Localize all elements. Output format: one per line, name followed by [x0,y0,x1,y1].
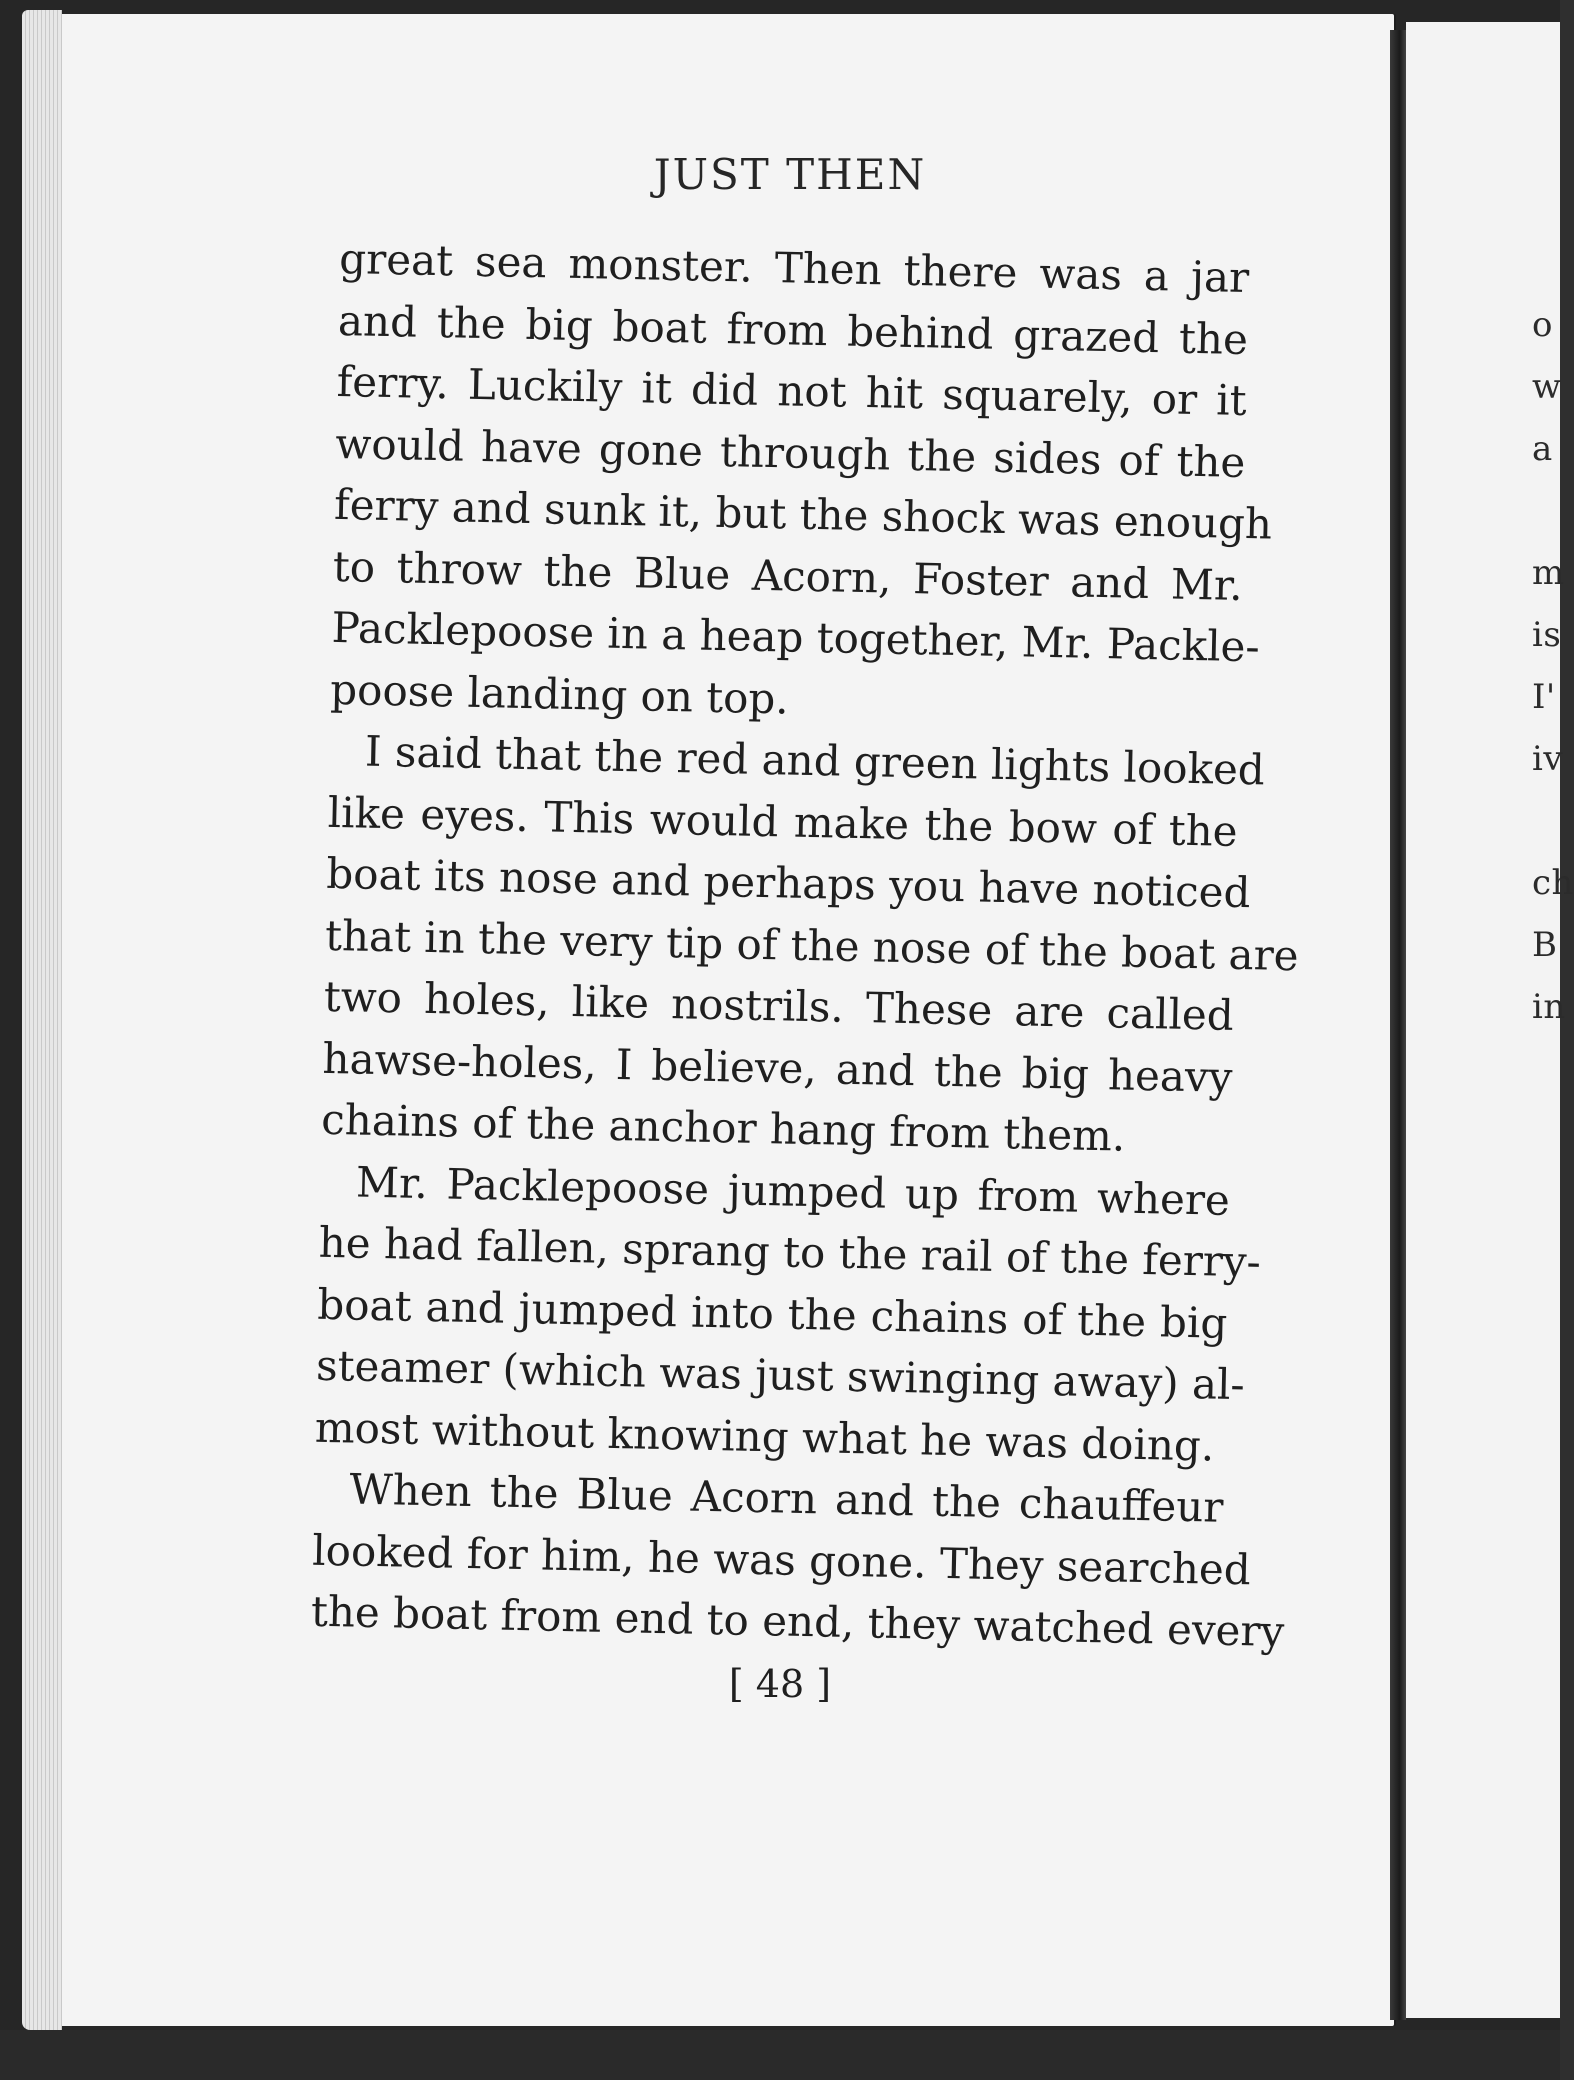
text-line: looked for him, he was gone. They searched [311,1525,1252,1594]
text-line: I said that the red and green lights looked [364,726,1266,795]
text-line: most without knowing what he was doing. [314,1402,1215,1471]
text-line: two holes, like nostrils. These are called [323,971,1235,1040]
right-fragment: ch [1532,863,1574,903]
running-head: JUST THEN [653,150,927,199]
page-number: [ 48 ] [728,1662,832,1706]
text-line: poose landing on top. [329,664,790,723]
right-fragment: m [1532,553,1565,593]
right-fragment: o [1532,305,1553,345]
text-line: chains of the anchor hang from them. [320,1094,1126,1161]
right-fragment: iv [1532,739,1564,779]
right-fragment: I' [1532,677,1556,717]
text-line: Mr. Packlepoose jumped up from where [355,1157,1231,1225]
book-gutter [1390,30,1406,2020]
text-line: he had fallen, sprang to the rail of the ferry- [318,1217,1262,1287]
text-line: boat its nose and perhaps you have noticed [325,848,1251,918]
right-fragment: w [1532,367,1562,407]
text-line: great sea monster. Then there was a jar [338,233,1250,303]
right-fragment: is [1532,615,1562,655]
right-fragment: in [1532,987,1566,1027]
page-edges [22,10,62,2030]
body-text [310,228,1300,1661]
text-line: would have gone through the sides of the [334,418,1246,487]
text-line: boat and jumped into the chains of the big [316,1279,1228,1348]
text-line: steamer (which was just swinging away) al- [315,1340,1246,1410]
right-fragment: a [1532,429,1553,469]
text-line: When the Blue Acorn and the chauffeur [349,1464,1224,1532]
text-line: ferry. Luckily it did not hit squarely, or it [336,356,1248,426]
text-line: hawse-holes, I believe, and the big heavy [322,1033,1233,1102]
text-line: Packlepoose in a heap together, Mr. Packle- [331,602,1261,672]
right-fragment: B [1532,925,1558,965]
text-line: like eyes. This would make the bow of the [327,787,1239,856]
text-line: and the big boat from behind grazed the [337,295,1249,364]
scan-bottom-edge [0,2030,1560,2080]
text-line: the boat from end to end, they watched every [310,1586,1285,1657]
text-line: that in the very tip of the nose of the boat are [324,910,1300,980]
text-line: ferry and sunk it, but the shock was enough [333,479,1273,549]
text-line: to throw the Blue Acorn, Foster and Mr. [332,541,1244,610]
